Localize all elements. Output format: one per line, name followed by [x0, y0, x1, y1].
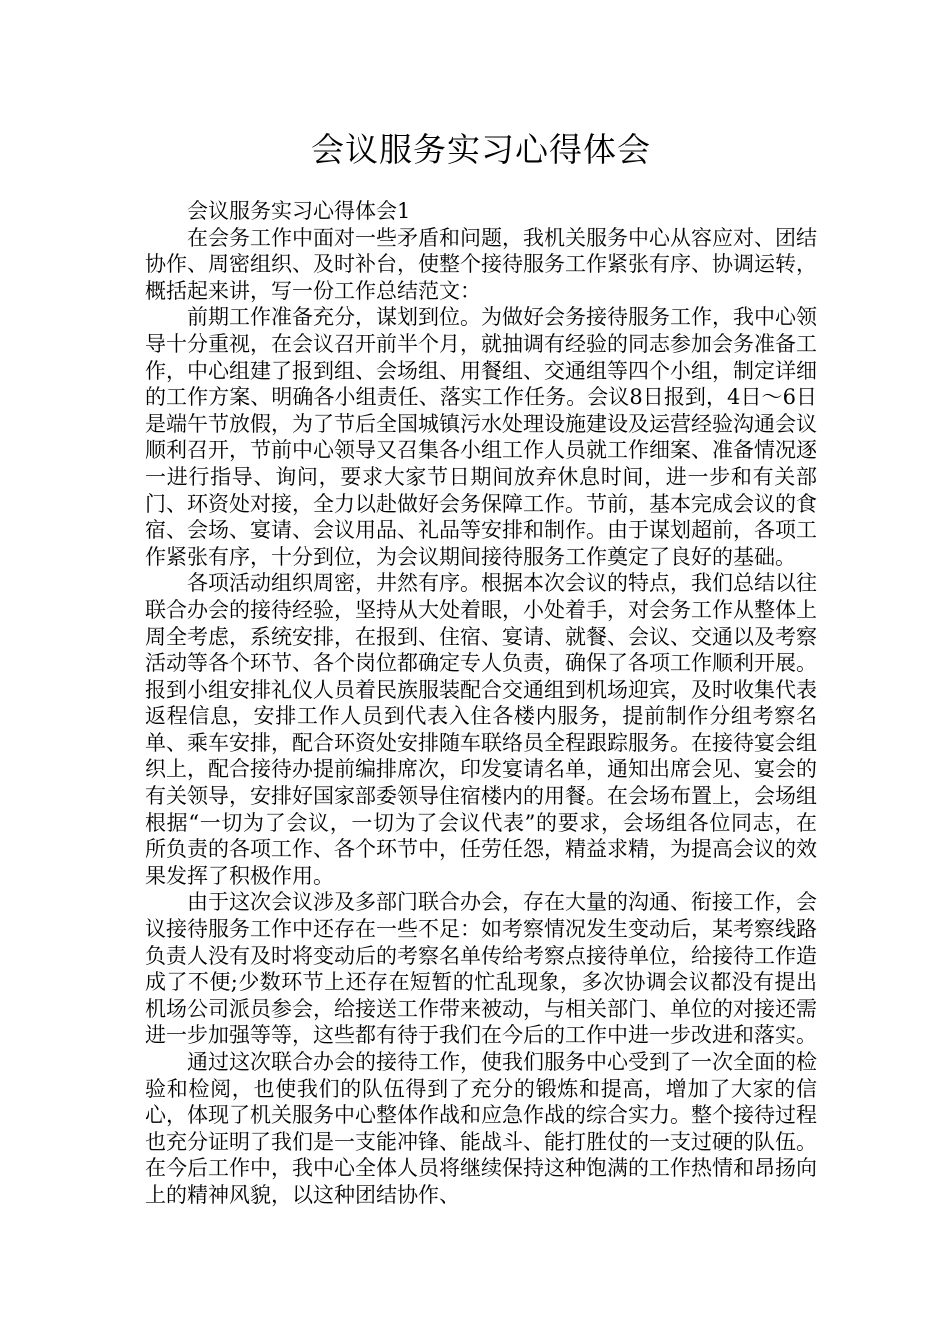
paragraph-3: 各项活动组织周密，井然有序。根据本次会议的特点，我们总结以往联合办会的接待经验，坚持从大处着眼，小处着手，对会务工作从整体上周全考虑，系统安排，在报到、住宿、宴请、就餐、会议、交通以及考察活动等各个环节、各个岗位都确定专人负责，确保了各项工作顺利开展。报到小组安排礼仪人员着民族服装配合交通组到机场迎宾，及时收集代表返程信息，安排工作人员到代表入住各楼内服务，提前制作分组考察名单、乘车安排，配合环资处安排随车联络员全程跟踪服务。在接待宴会组织上，配合接待办提前编排席次，印发宴请名单，通知出席会见、宴会的有关领导，安排好国家部委领导住宿楼内的用餐。在会场布置上，会场组根据“一切为了会议，一切为了会议代表”的要求，会场组各位同志，在所负责的各项工作、各个环节中，任劳任怨，精益求精，为提高会议的效果发挥了积极作用。	[145, 571, 817, 888]
paragraph-4: 由于这次会议涉及多部门联合办会，存在大量的沟通、衔接工作，会议接待服务工作中还存在一些不足：如考察情况发生变动后，某考察线路负责人没有及时将变动后的考察名单传给考察点接待单位，给接待工作造成了不便;少数环节上还存在短暂的忙乱现象，多次协调会议都没有提出机场公司派员参会，给接送工作带来被动，与相关部门、单位的对接还需进一步加强等等，这些都有待于我们在今后的工作中进一步改进和落实。	[145, 890, 817, 1048]
paragraph-1: 在会务工作中面对一些矛盾和问题，我机关服务中心从容应对、团结协作、周密组织、及时补台，使整个接待服务工作紧张有序、协调运转，概括起来讲，写一份工作总结范文：	[145, 225, 817, 303]
document-page	[145, 128, 817, 1209]
section-heading: 会议服务实习心得体会1	[187, 199, 411, 223]
document-title: 会议服务实习心得体会	[311, 130, 651, 169]
paragraph-5: 通过这次联合办会的接待工作，使我们服务中心受到了一次全面的检验和检阅，也使我们的队伍得到了充分的锻炼和提高，增加了大家的信心，体现了机关服务中心整体作战和应急作战的综合实力。整个接待过程也充分证明了我们是一支能冲锋、能战斗、能打胜仗的一支过硬的队伍。在今后工作中，我中心全体人员将继续保持这种饱满的工作热情和昂扬向上的精神风貌，以这种团结协作、	[145, 1050, 817, 1207]
paragraph-2: 前期工作准备充分，谋划到位。为做好会务接待服务工作，我中心领导十分重视，在会议召开前半个月，就抽调有经验的同志参加会务准备工作，中心组建了报到组、会场组、用餐组、交通组等四个小组，制定详细的工作方案、明确各小组责任、落实工作任务。会议8日报到，4日～6日是端午节放假，为了节后全国城镇污水处理设施建设及运营经验沟通会议顺利召开，节前中心领导又召集各小组工作人员就工作细案、准备情况逐一进行指导、询问，要求大家节日期间放弃休息时间，进一步和有关部门、环资处对接，全力以赴做好会务保障工作。节前，基本完成会议的食宿、会场、宴请、会议用品、礼品等安排和制作。由于谋划超前，各项工作紧张有序，十分到位，为会议期间接待服务工作奠定了良好的基础。	[145, 305, 817, 569]
